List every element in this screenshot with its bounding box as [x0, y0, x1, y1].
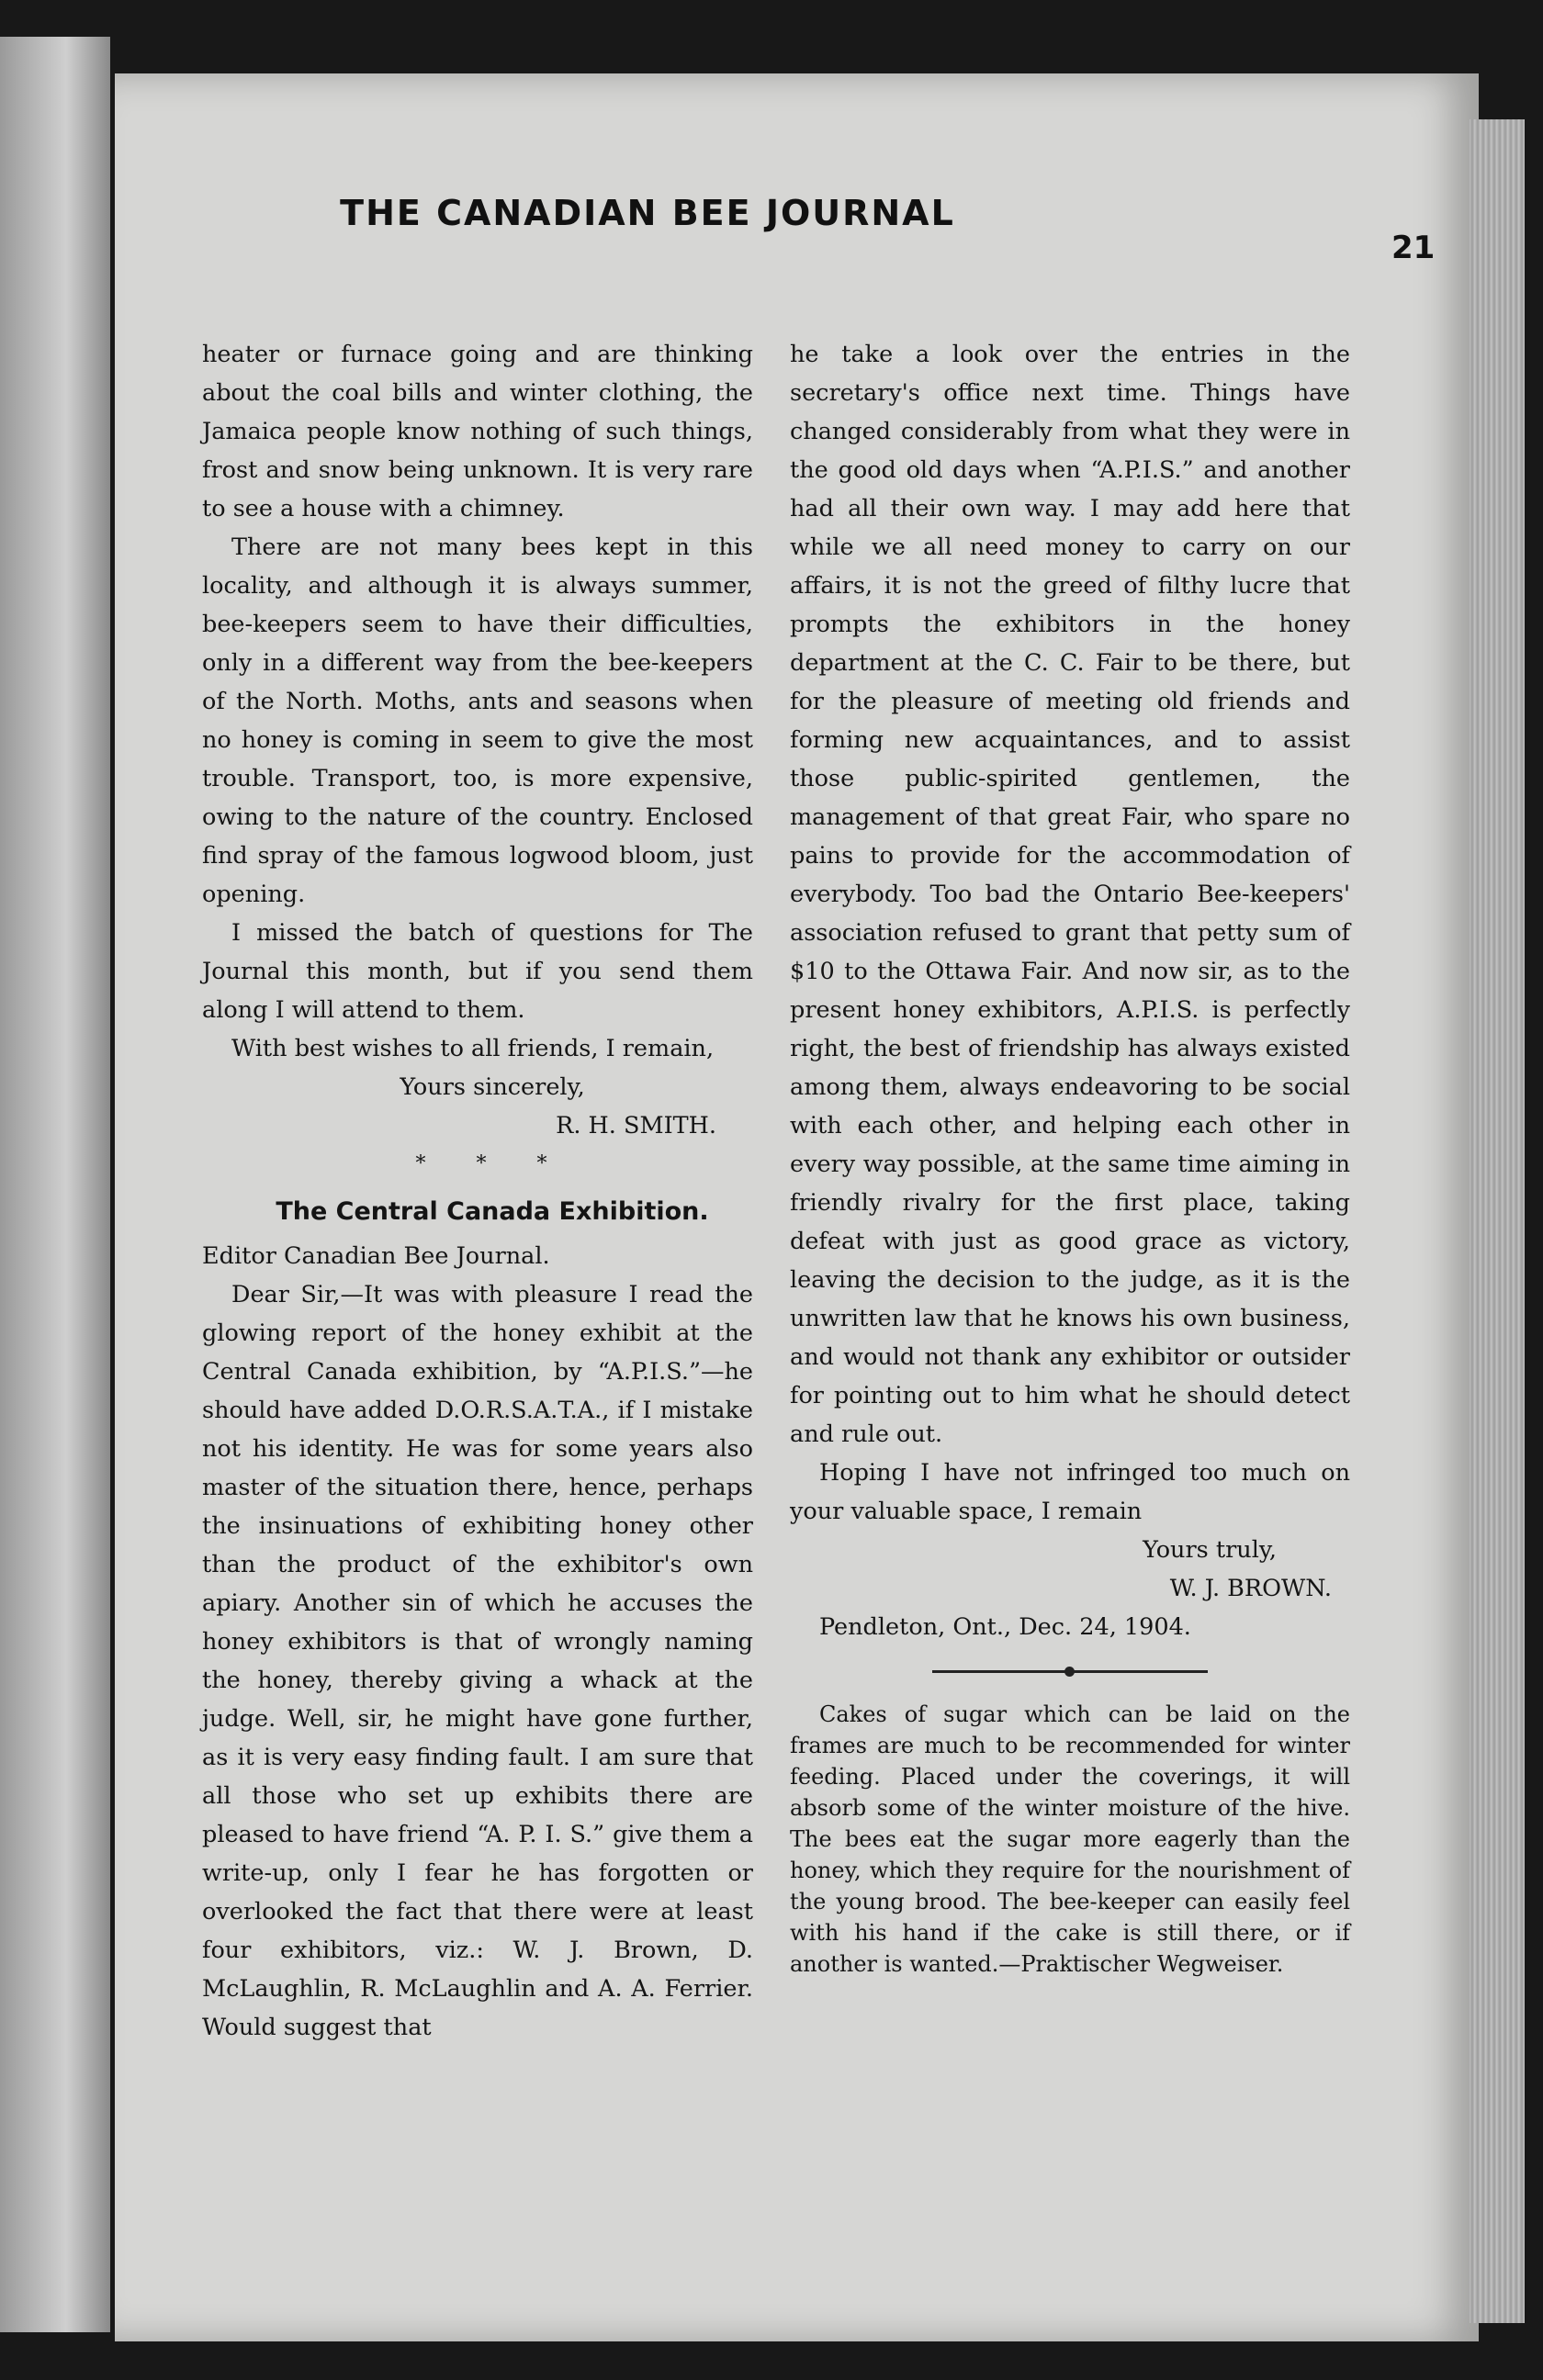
paragraph: Dear Sir,—It was with pleasure I read the glowing report of the honey exhibit at the Central Canada exhibition, by “A.P.I.S.”—he should have added D.O.R.S.A.T.A., if I mistake not his identity. He was for some years also master of the situation there, hence, perhaps the insinuations of exhibiting honey other than the product of the exhibitor's own apiary. Another sin of which he accuses the honey exhibitors is that of wrongly naming the honey, thereby giving a whack at the judge. Well, sir, he might have gone further, as it is very easy finding fault. I am sure that all those who set up exhibits there are pleased to have friend “A. P. I. S.” give them a write-up, only I fear he has forgotten or overlooked the fact that there were at least four exhibitors, viz.: W. J. Brown, D. McLaughlin, R. McLaughlin and A. A. Ferrier. Would suggest that [202, 1281, 753, 2041]
left-column [202, 335, 753, 2047]
signature: W. J. BROWN. [1169, 1575, 1332, 1602]
signature: R. H. SMITH. [556, 1112, 716, 1139]
page-number: 21 [1391, 230, 1436, 266]
paragraph: heater or furnace going and are thinking about the coal bills and winter clothing, the Jamaica people know nothing of such things, frost and snow being unknown. It is very rare to see a house with a chimney. [202, 341, 753, 522]
facing-page-edge [0, 37, 110, 2332]
paragraph: Hoping I have not infringed too much on your valuable space, I remain [790, 1459, 1350, 1525]
paragraph: With best wishes to all friends, I remain, [231, 1035, 715, 1062]
journal-page [115, 73, 1479, 2341]
paragraph: he take a look over the entries in the secretary's office next time. Things have changed considerably from what they were in the good old days when “A.P.I.S.” and another had all their own way. I may add here that while we all need money to carry on our affairs, it is not the greed of filthy lucre that prompts the exhibitors in the honey department at the C. C. Fair to be there, but for the pleasure of meeting old friends and forming new acquaintances, and to assist those public-spirited gentlemen, the management of that great Fair, who spare no pains to provide for the accommodation of everybody. Too bad the Ontario Bee-keepers' association refused to grant that petty sum of $10 to the Ottawa Fair. And now sir, as to the present honey exhibitors, A.P.I.S. is perfectly right, the best of friendship has always existed among them, always endeavoring to be social with each other, and helping each other in every way possible, at the same time aiming in friendly rivalry for the first place, taking defeat with just as good grace as victory, leaving the decision to the judge, as it is the unwritten law that he knows his own business, and would not thank any exhibitor or outsider for pointing out to him what he should detect and rule out. [790, 341, 1350, 1448]
section-rule [932, 1670, 1208, 1673]
running-title: THE CANADIAN BEE JOURNAL [340, 193, 955, 233]
note-paragraph: Cakes of sugar which can be laid on the frames are much to be recommended for winter feeding. Placed under the coverings, it will absorb some of the winter moisture of the hive. The bees eat the sugar more eagerly than the honey, which they require for the nourishment of the young brood. The bee-keeper can easily feel with his hand if the cake is still there, or if another is wanted.—Praktischer Wegweiser. [790, 1701, 1350, 1977]
separator: * * * [415, 1152, 569, 1175]
section-title: The Central Canada Exhibition. [276, 1197, 709, 1226]
dateline: Pendleton, Ont., Dec. 24, 1904. [819, 1613, 1191, 1641]
page-stack-edge [1470, 119, 1525, 2323]
right-column [790, 335, 1350, 1980]
closing: Yours truly, [1143, 1536, 1277, 1564]
closing: Yours sincerely, [400, 1073, 585, 1101]
paragraph: There are not many bees kept in this locality, and although it is always summer, bee-keepers seem to have their difficulties, only in a different way from the bee-keepers of the North. Moths, ants and seasons when no honey is coming in seem to give the most trouble. Transport, too, is more expensive, owing to the nature of the country. Enclosed find spray of the famous logwood bloom, just opening. [202, 533, 753, 908]
salutation: Editor Canadian Bee Journal. [202, 1242, 550, 1270]
paragraph: I missed the batch of questions for The Journal this month, but if you send them along I will attend to them. [202, 919, 753, 1024]
